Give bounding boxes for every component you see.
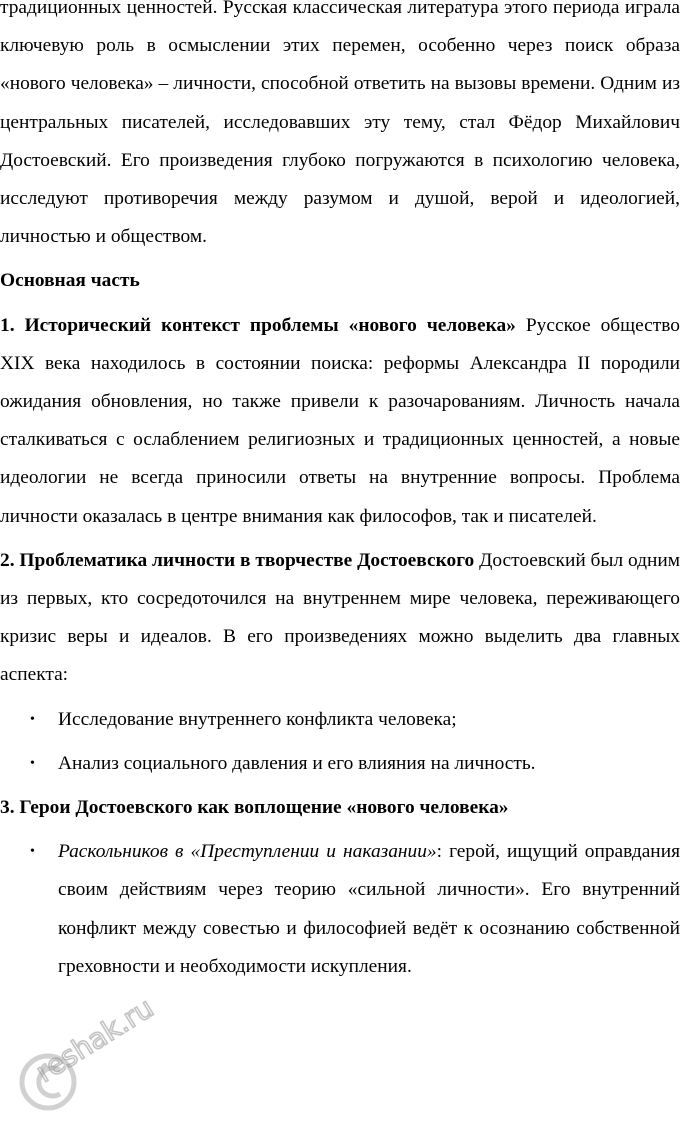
watermark-text: reshak.ru — [30, 991, 160, 1089]
section-1-paragraph — [0, 307, 680, 536]
bullet-marker: • — [30, 711, 35, 727]
list-item — [0, 745, 680, 783]
section-1-title: 1. Исторический контекст проблемы «нового человека» — [0, 314, 516, 336]
main-section-heading: Основная часть — [0, 270, 140, 292]
section-2-bullet-list — [0, 701, 680, 783]
list-item-text: Анализ социального давления и его влияния на личность. — [58, 752, 536, 774]
section-2-title: 2. Проблематика личности в творчестве Достоевского — [0, 549, 475, 571]
section-2-text: Достоевский был одним из первых, кто сосредоточился на внутреннем мире человека, переживающего кризис веры и идеалов. В его произведениях можно выделить два главных аспекта: — [0, 549, 680, 686]
list-item — [0, 833, 680, 986]
bullet-marker: • — [30, 844, 35, 860]
section-3-title: 3. Герои Достоевского как воплощение «нового человека» — [0, 797, 509, 819]
intro-paragraph: традиционных ценностей. Русская классическая литература этого периода играла ключевую роль в осмыслении этих перемен, особенно через поиск образа «нового человека» – личности, способной ответить на вызовы времени. Одним из центральных писателей, исследовавших эту тему, стал Фёдор Михайлович Достоевский. Его произведения глубоко погружаются в психологию человека, исследуют противоречия между разумом и душой, верой и идеологией, личностью и обществом. — [0, 0, 680, 248]
bullet-marker: • — [30, 755, 35, 771]
raskolnikov-reference: Раскольников в «Преступлении и наказании» — [58, 841, 437, 863]
list-item — [0, 701, 680, 739]
watermark-logo — [10, 970, 190, 1120]
copyright-c-icon — [39, 1068, 60, 1096]
raskolnikov-description: : герой, ищущий оправдания своим действиям через теорию «сильной личности». Его внутренний конфликт между совестью и философией ведёт к осознанию собственной греховности и необходимости искупления. — [58, 841, 680, 977]
section-1-text: Русское общество XIX века находилось в состоянии поиска: реформы Александра II породили ожидания обновления, но также привели к разочарованиям. Личность начала сталкиваться с ослаблением религиозных и традиционных ценностей, а новые идеологии не всегда приносили ответы на внутренние вопросы. Проблема личности оказалась в центре внимания как философов, так и писателей. — [0, 314, 680, 527]
list-item-text: Исследование внутреннего конфликта человека; — [58, 708, 457, 730]
section-3-bullet-list — [0, 833, 680, 986]
copyright-circle-icon — [22, 1056, 74, 1108]
section-2-paragraph — [0, 542, 680, 695]
